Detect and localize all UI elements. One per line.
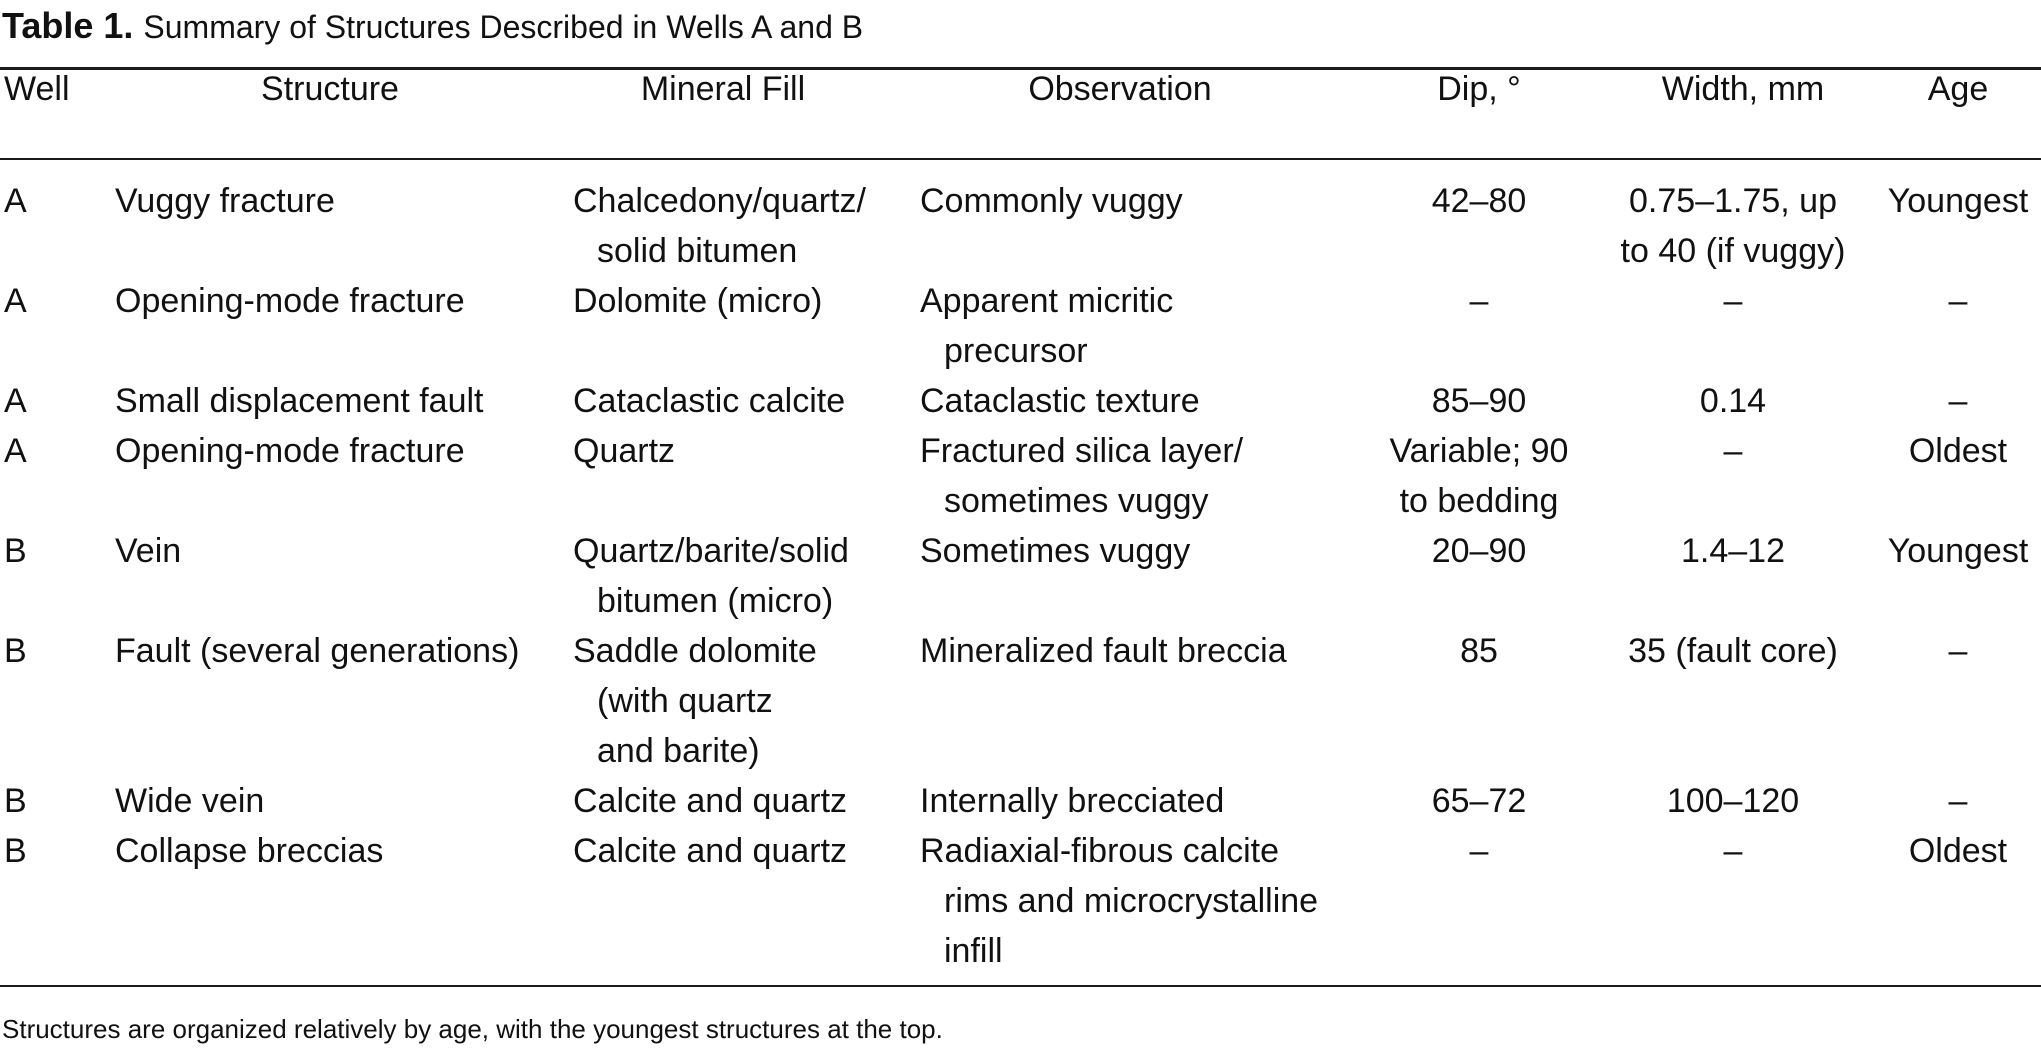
cell-well: B [4, 782, 27, 820]
cell-age: – [1948, 782, 1968, 820]
cell-dip: 65–72 [1431, 782, 1527, 820]
column-header-dip: Dip, ° [1437, 70, 1521, 108]
cell-observation: Internally brecciated [920, 782, 1225, 820]
cell-dip: – [1469, 832, 1489, 870]
cell-well: A [4, 282, 27, 320]
cell-dip: 42–80 [1431, 182, 1527, 220]
cell-dip: – [1469, 282, 1489, 320]
cell-age: – [1948, 632, 1968, 670]
cell-mineral-fill: Chalcedony/quartz/ solid bitumen [573, 182, 866, 270]
cell-observation: Apparent micritic precursor [920, 282, 1174, 370]
table-label: Table 1. [2, 5, 134, 46]
cell-dip: 85–90 [1431, 382, 1527, 420]
cell-mineral-fill: Saddle dolomite (with quartz and barite) [573, 632, 817, 770]
cell-width: 1.4–12 [1681, 532, 1785, 570]
cell-width: 0.75–1.75, up to 40 (if vuggy) [1620, 182, 1846, 270]
cell-structure: Wide vein [115, 782, 265, 820]
cell-age: Oldest [1908, 432, 2008, 470]
cell-width: – [1723, 832, 1743, 870]
cell-observation: Cataclastic texture [920, 382, 1200, 420]
cell-well: B [4, 532, 27, 570]
cell-observation: Sometimes vuggy [920, 532, 1191, 570]
column-header-observation: Observation [1028, 70, 1212, 108]
column-header-well: Well [4, 70, 70, 108]
cell-observation: Fractured silica layer/ sometimes vuggy [920, 432, 1244, 520]
cell-dip: 20–90 [1431, 532, 1527, 570]
cell-width: – [1723, 432, 1743, 470]
cell-observation: Mineralized fault breccia [920, 632, 1287, 670]
cell-mineral-fill: Calcite and quartz [573, 832, 848, 870]
cell-well: B [4, 832, 27, 870]
cell-mineral-fill: Cataclastic calcite [573, 382, 846, 420]
cell-well: A [4, 182, 27, 220]
cell-well: A [4, 382, 27, 420]
column-header-width: Width, mm [1661, 70, 1825, 108]
cell-mineral-fill: Dolomite (micro) [573, 282, 823, 320]
cell-age: Oldest [1908, 832, 2008, 870]
cell-well: A [4, 432, 27, 470]
cell-mineral-fill: Quartz/barite/solid bitumen (micro) [573, 532, 849, 620]
table-title: Summary of Structures Described in Wells A and B [143, 9, 864, 45]
column-header-structure: Structure [261, 70, 399, 108]
cell-age: Youngest [1887, 182, 2029, 220]
cell-dip: 85 [1460, 632, 1498, 670]
cell-width: 100–120 [1666, 782, 1800, 820]
header-rule [0, 158, 2041, 160]
cell-observation: Radiaxial-fibrous calcite rims and microcrystalline infill [920, 832, 1319, 970]
cell-structure: Fault (several generations) [115, 632, 520, 670]
cell-observation: Commonly vuggy [920, 182, 1183, 220]
cell-width: 35 (fault core) [1628, 632, 1838, 670]
cell-age: Youngest [1887, 532, 2029, 570]
cell-structure: Collapse breccias [115, 832, 384, 870]
bottom-rule [0, 985, 2041, 987]
cell-structure: Opening-mode fracture [115, 432, 465, 470]
cell-mineral-fill: Quartz [573, 432, 676, 470]
table-footnote: Structures are organized relatively by age, with the youngest structures at the top. [2, 1014, 943, 1044]
cell-structure: Small displacement fault [115, 382, 484, 420]
column-header-age: Age [1927, 70, 1989, 108]
cell-mineral-fill: Calcite and quartz [573, 782, 848, 820]
column-header-mineral-fill: Mineral Fill [640, 70, 806, 108]
cell-age: – [1948, 282, 1968, 320]
cell-structure: Opening-mode fracture [115, 282, 465, 320]
cell-structure: Vein [115, 532, 182, 570]
cell-width: 0.14 [1699, 382, 1767, 420]
cell-age: – [1948, 382, 1968, 420]
cell-well: B [4, 632, 27, 670]
cell-dip: Variable; 90 to bedding [1389, 432, 1569, 520]
cell-width: – [1723, 282, 1743, 320]
table-caption [2, 6, 863, 47]
cell-structure: Vuggy fracture [115, 182, 335, 220]
